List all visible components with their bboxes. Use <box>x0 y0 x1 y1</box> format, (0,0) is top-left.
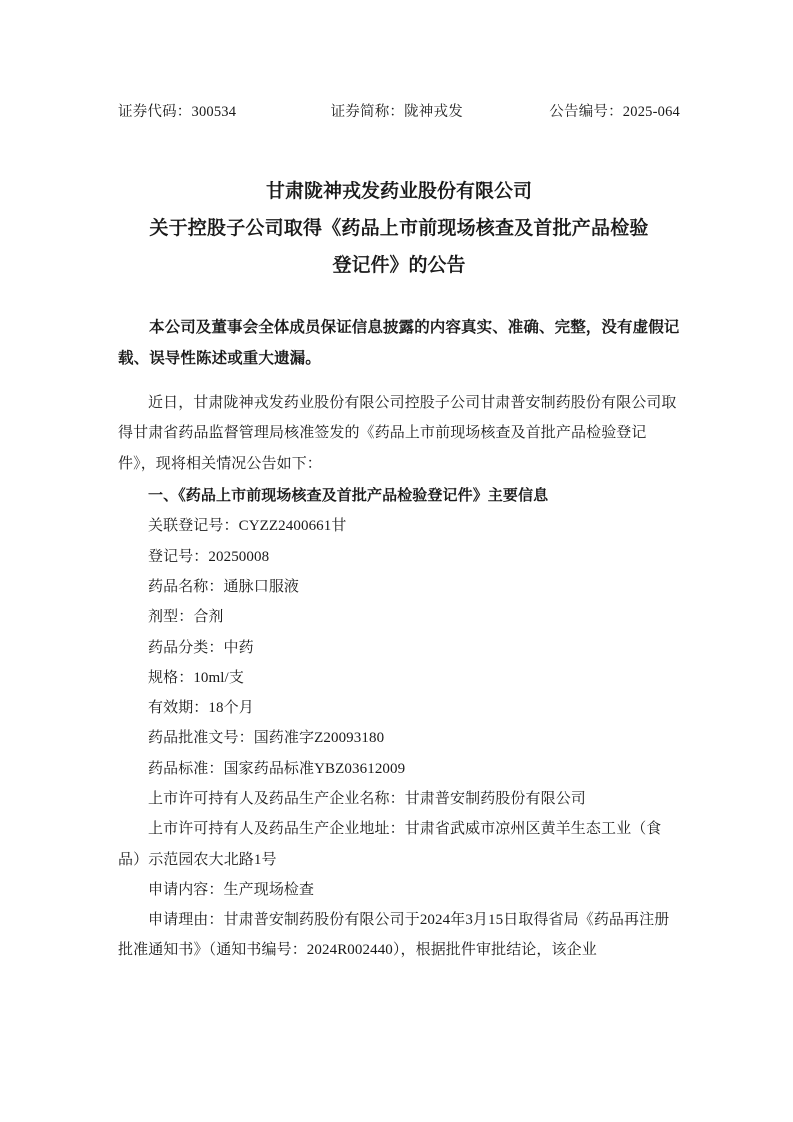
field-label: 上市许可持有人及药品生产企业地址： <box>148 821 405 838</box>
document-content <box>118 100 680 966</box>
field-value: 甘肃省武威市凉州区黄羊生态工业（食品）示范园农大北路1号 <box>118 821 662 868</box>
field-row <box>118 633 680 663</box>
disclosure-statement: 本公司及董事会全体成员保证信息披露的内容真实、准确、完整，没有虚假记载、误导性陈述或重大遗漏。 <box>118 319 680 368</box>
field-value: 20250008 <box>208 548 270 565</box>
field-value: 合剂 <box>193 609 224 626</box>
field-value: 国家药品标准YBZ03612009 <box>223 760 406 777</box>
field-label: 药品批准文号： <box>148 730 254 747</box>
field-row <box>118 784 680 814</box>
field-label: 申请理由： <box>148 912 224 929</box>
field-row <box>118 905 680 966</box>
section-one-heading <box>118 481 680 511</box>
field-value: CYZZ2400661甘 <box>238 518 347 535</box>
field-value: 中药 <box>223 639 254 656</box>
page-title <box>118 173 680 284</box>
field-value: 甘肃普安制药股份有限公司于2024年3月15日取得省局《药品再注册批准通知书》（通知书编号：2024R002440），根据批件审批结论，该企业 <box>118 912 670 959</box>
field-row <box>118 663 680 693</box>
field-value: 通脉口服液 <box>223 578 300 595</box>
field-label: 申请内容： <box>148 881 224 898</box>
section-one-title: 《药品上市前现场核查及首批产品检验登记件》主要信息 <box>178 488 549 505</box>
field-row <box>118 875 680 905</box>
field-row <box>118 572 680 602</box>
security-code: 证券代码：300534 <box>118 104 237 120</box>
drug-registration-fields <box>118 511 680 965</box>
field-label: 上市许可持有人及药品生产企业名称： <box>148 791 405 807</box>
field-row <box>118 754 680 784</box>
document-header <box>118 100 680 121</box>
field-label: 登记号： <box>148 548 209 565</box>
field-value: 生产现场检查 <box>223 881 315 898</box>
intro-paragraph: 近日，甘肃陇神戎发药业股份有限公司控股子公司甘肃普安制药股份有限公司取得甘肃省药品监督管理局核准签发的《药品上市前现场核查及首批产品检验登记件》，现将相关情况公告如下： <box>118 395 677 472</box>
field-label: 规格： <box>148 669 194 686</box>
field-row <box>118 814 680 875</box>
field-label: 有效期： <box>148 700 209 717</box>
field-label: 关联登记号： <box>148 518 239 535</box>
field-value: 10ml/支 <box>193 669 244 686</box>
field-label: 药品分类： <box>148 639 224 656</box>
field-value: 国药准字Z20093180 <box>253 730 385 747</box>
field-value: 甘肃普安制药股份有限公司 <box>404 791 586 807</box>
field-row <box>118 602 680 632</box>
field-label: 剂型： <box>148 609 194 626</box>
section-one-number: 一、 <box>148 488 179 505</box>
title-line-subject-1: 关于控股子公司取得《药品上市前现场核查及首批产品检验 <box>149 218 649 240</box>
security-name: 证券简称：陇神戎发 <box>330 104 463 120</box>
field-value: 18个月 <box>208 700 254 717</box>
field-label: 药品名称： <box>148 578 224 595</box>
title-line-company: 甘肃陇神戎发药业股份有限公司 <box>265 181 532 202</box>
field-row <box>118 723 680 753</box>
field-row <box>118 511 680 541</box>
field-row <box>118 542 680 572</box>
announcement-number: 公告编号：2025-064 <box>549 104 680 120</box>
field-label: 药品标准： <box>148 760 224 777</box>
field-row <box>118 693 680 723</box>
title-line-subject-2: 登记件》的公告 <box>332 255 466 277</box>
